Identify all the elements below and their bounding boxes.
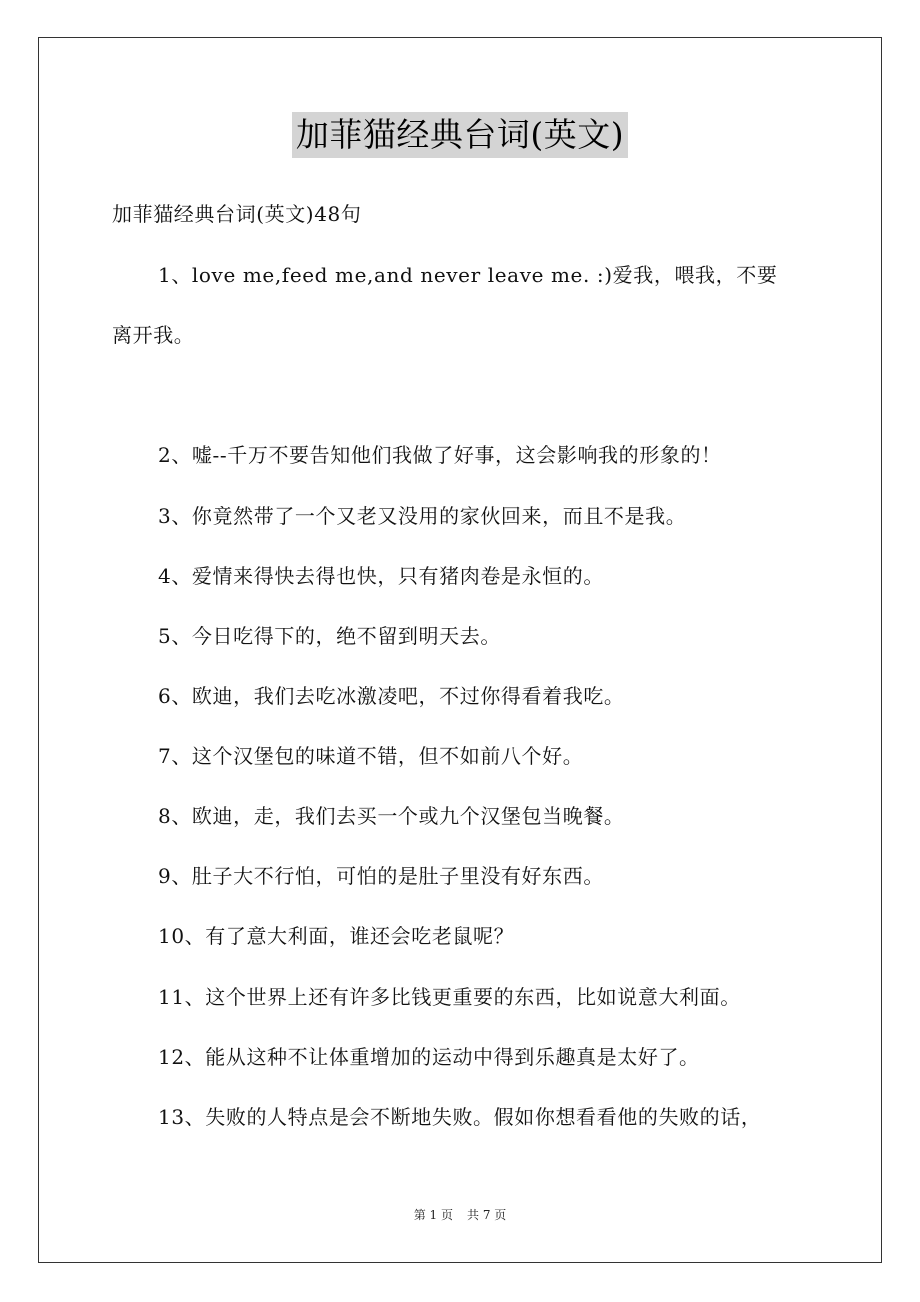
paragraph-13: 13、失败的人特点是会不断地失败。假如你想看看他的失败的话，	[158, 1105, 762, 1129]
paragraph-2: 2、嘘--千万不要告知他们我做了好事，这会影响我的形象的！	[158, 443, 722, 467]
page-number: 第 1 页	[413, 1208, 453, 1222]
paragraph-10: 10、有了意大利面，谁还会吃老鼠呢？	[158, 924, 515, 948]
page-footer	[0, 1207, 920, 1223]
paragraph-1: 1、love me,feed me,and never leave me. :)爱我，喂我，不要	[158, 263, 778, 287]
paragraph-12: 12、能从这种不让体重增加的运动中得到乐趣真是太好了。	[158, 1045, 700, 1069]
paragraph-7: 7、这个汉堡包的味道不错，但不如前八个好。	[158, 744, 584, 768]
title-container	[0, 112, 920, 158]
paragraph-3: 3、你竟然带了一个又老又没用的家伙回来，而且不是我。	[158, 504, 687, 528]
paragraph-6: 6、欧迪，我们去吃冰激凌吧，不过你得看着我吃。	[158, 684, 625, 708]
paragraph-11: 11、这个世界上还有许多比钱更重要的东西，比如说意大利面。	[158, 985, 741, 1009]
paragraph-5: 5、今日吃得下的，绝不留到明天去。	[158, 624, 501, 648]
paragraph-9: 9、肚子大不行怕，可怕的是肚子里没有好东西。	[158, 864, 604, 888]
document-title: 加菲猫经典台词(英文)	[292, 112, 628, 158]
paragraph-1-continued: 离开我。	[112, 323, 195, 347]
page-total: 共 7 页	[467, 1208, 507, 1222]
paragraph-8: 8、欧迪，走，我们去买一个或九个汉堡包当晚餐。	[158, 804, 625, 828]
document-subtitle: 加菲猫经典台词(英文)48句	[112, 202, 362, 226]
paragraph-4: 4、爱情来得快去得也快，只有猪肉卷是永恒的。	[158, 564, 604, 588]
